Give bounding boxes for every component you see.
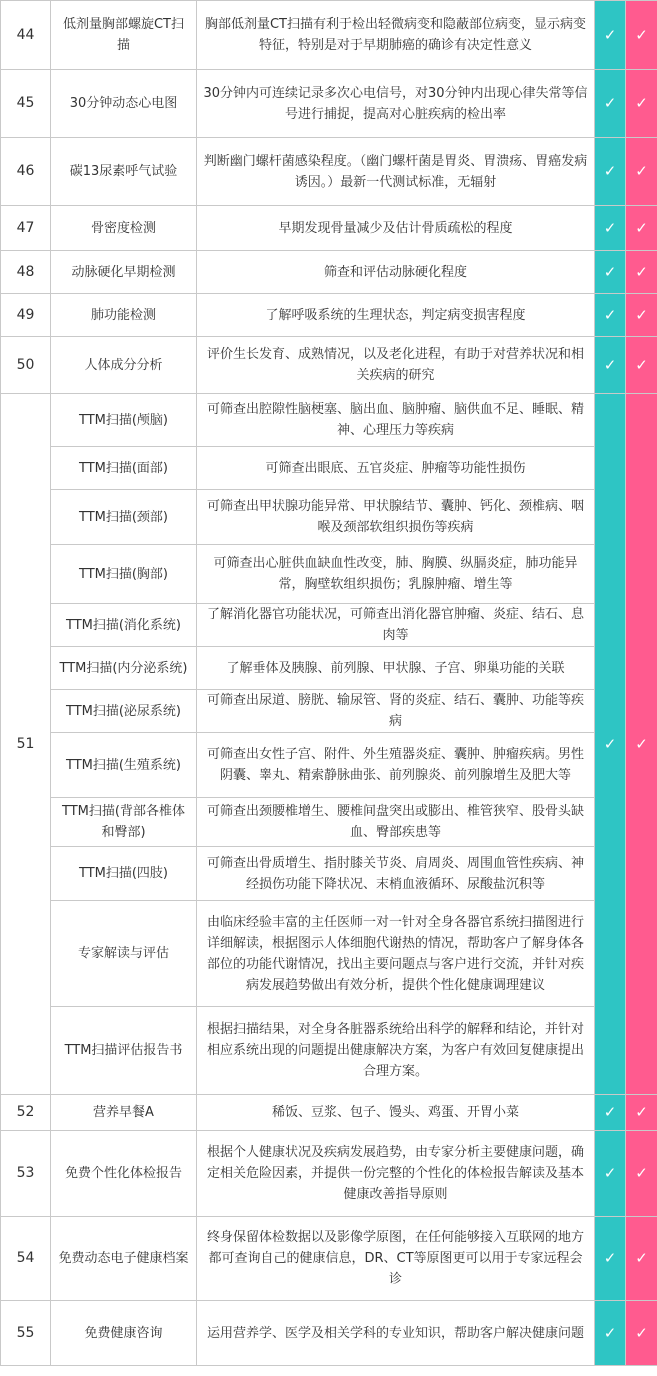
item-description: 早期发现骨量减少及估计骨质疏松的程度	[197, 206, 595, 251]
item-name: TTM扫描评估报告书	[51, 1007, 197, 1095]
check-icon: ✓	[635, 1249, 648, 1267]
item-number: 50	[1, 337, 51, 394]
pink-check-cell	[626, 1217, 657, 1301]
table-row	[1, 690, 657, 733]
table-row	[1, 337, 657, 394]
check-icon: ✓	[603, 305, 617, 324]
item-number: 46	[1, 138, 51, 206]
item-description: 可筛查出女性子宫、附件、外生殖器炎症、囊肿、肿瘤疾病。男性阴囊、睾丸、精索静脉曲张、前列腺炎、前列腺增生及肥大等	[197, 733, 595, 798]
item-description: 可筛查出尿道、膀胱、输尿管、肾的炎症、结石、囊肿、功能等疾病	[197, 690, 595, 733]
item-name: 免费健康咨询	[51, 1301, 197, 1366]
table-row	[1, 138, 657, 206]
table-row	[1, 294, 657, 337]
table-row	[1, 545, 657, 604]
pink-check-cell	[626, 1301, 657, 1366]
check-icon: ✓	[635, 734, 648, 753]
table-row	[1, 251, 657, 294]
pink-check-cell	[626, 70, 657, 138]
table-row	[1, 1301, 657, 1366]
table-row	[1, 1131, 657, 1217]
table-row	[1, 447, 657, 490]
table-row	[1, 604, 657, 647]
item-description: 可筛查出骨质增生、指肘膝关节炎、肩周炎、周围血管性疾病、神经损伤功能下降状况、末梢血液循环、尿酸盐沉积等	[197, 847, 595, 901]
item-description: 根据个人健康状况及疾病发展趋势，由专家分析主要健康问题，确定相关危险因素，并提供一份完整的个性化的体检报告解读及基本健康改善指导原则	[197, 1131, 595, 1217]
item-number: 44	[1, 1, 51, 70]
teal-check-cell	[595, 1217, 626, 1301]
item-description: 筛查和评估动脉硬化程度	[197, 251, 595, 294]
teal-check-cell	[595, 337, 626, 394]
item-name: 专家解读与评估	[51, 901, 197, 1007]
item-name: 免费动态电子健康档案	[51, 1217, 197, 1301]
item-description: 可筛查出腔隙性脑梗塞、脑出血、脑肿瘤、脑供血不足、睡眠、精神、心理压力等疾病	[197, 394, 595, 447]
item-name: TTM扫描(生殖系统)	[51, 733, 197, 798]
teal-check-cell	[595, 1, 626, 70]
item-name: 30分钟动态心电图	[51, 70, 197, 138]
item-number: 48	[1, 251, 51, 294]
item-name: 肺功能检测	[51, 294, 197, 337]
check-icon: ✓	[603, 355, 617, 374]
table-row	[1, 1217, 657, 1301]
check-icon: ✓	[635, 218, 648, 237]
table-row	[1, 490, 657, 545]
pink-check-cell	[626, 1095, 657, 1131]
table-row	[1, 394, 657, 447]
teal-check-cell	[595, 70, 626, 138]
pink-check-cell	[626, 206, 657, 251]
item-name: TTM扫描(胸部)	[51, 545, 197, 604]
item-description: 可筛查出颈腰椎增生、腰椎间盘突出或膨出、椎管狭窄、股骨头缺血、臀部疾患等	[197, 798, 595, 847]
teal-check-cell	[595, 251, 626, 294]
pink-check-cell	[626, 251, 657, 294]
item-name: 营养早餐A	[51, 1095, 197, 1131]
check-icon: ✓	[603, 94, 617, 112]
item-description: 运用营养学、医学及相关学科的专业知识，帮助客户解决健康问题	[197, 1301, 595, 1366]
item-description: 根据扫描结果，对全身各脏器系统给出科学的解释和结论，并针对相应系统出现的问题提出健康解决方案，为客户有效回复健康提出合理方案。	[197, 1007, 595, 1095]
item-description: 胸部低剂量CT扫描有利于检出轻微病变和隐蔽部位病变，显示病变特征，特别是对于早期肺癌的确诊有决定性意义	[197, 1, 595, 70]
check-icon: ✓	[635, 1164, 648, 1182]
item-description: 可筛查出眼底、五官炎症、肿瘤等功能性损伤	[197, 447, 595, 490]
item-number: 47	[1, 206, 51, 251]
table-row	[1, 206, 657, 251]
check-icon: ✓	[635, 355, 648, 374]
item-description: 由临床经验丰富的主任医师一对一针对全身各器官系统扫描图进行详细解读，根据图示人体细胞代谢热的情况，帮助客户了解身体各部位的功能代谢情况，找出主要问题点与客户进行交流，并针对疾病发展趋势做出有效分析，提供个性化健康调理建议	[197, 901, 595, 1007]
item-description: 评价生长发育、成熟情况，以及老化进程，有助于对营养状况和相关疾病的研究	[197, 337, 595, 394]
item-number: 52	[1, 1095, 51, 1131]
check-icon: ✓	[635, 1103, 648, 1121]
item-number: 51	[1, 394, 51, 1095]
check-icon: ✓	[603, 734, 617, 753]
check-icon: ✓	[635, 262, 648, 281]
pink-check-cell	[626, 294, 657, 337]
teal-check-cell	[595, 138, 626, 206]
item-name: 人体成分分析	[51, 337, 197, 394]
item-description: 终身保留体检数据以及影像学原图，在任何能够接入互联网的地方都可查询自己的健康信息，DR、CT等原图更可以用于专家远程会诊	[197, 1217, 595, 1301]
table-row	[1, 847, 657, 901]
item-name: 免费个性化体检报告	[51, 1131, 197, 1217]
pink-check-cell	[626, 1, 657, 70]
check-icon: ✓	[603, 1249, 617, 1267]
item-number: 55	[1, 1301, 51, 1366]
check-icon: ✓	[635, 305, 648, 324]
item-number: 45	[1, 70, 51, 138]
check-icon: ✓	[635, 94, 648, 112]
item-name: TTM扫描(泌尿系统)	[51, 690, 197, 733]
table-row	[1, 70, 657, 138]
item-number: 54	[1, 1217, 51, 1301]
item-name: TTM扫描(内分泌系统)	[51, 647, 197, 690]
item-description: 可筛查出心脏供血缺血性改变，肺、胸膜、纵膈炎症，肺功能异常，胸壁软组织损伤；乳腺肿瘤、增生等	[197, 545, 595, 604]
item-name: TTM扫描(颅脑)	[51, 394, 197, 447]
table-row	[1, 647, 657, 690]
check-icon: ✓	[603, 1103, 617, 1121]
pink-check-cell	[626, 138, 657, 206]
teal-check-cell	[595, 206, 626, 251]
table-row	[1, 1007, 657, 1095]
item-description: 可筛查出甲状腺功能异常、甲状腺结节、囊肿、钙化、颈椎病、咽喉及颈部软组织损伤等疾病	[197, 490, 595, 545]
item-description: 了解垂体及胰腺、前列腺、甲状腺、子宫、卵巢功能的关联	[197, 647, 595, 690]
table-row	[1, 1, 657, 70]
item-name: 碳13尿素呼气试验	[51, 138, 197, 206]
item-description: 了解消化器官功能状况，可筛查出消化器官肿瘤、炎症、结石、息肉等	[197, 604, 595, 647]
check-icon: ✓	[603, 1164, 617, 1182]
teal-check-cell	[595, 1131, 626, 1217]
item-description: 判断幽门螺杆菌感染程度。（幽门螺杆菌是胃炎、胃溃疡、胃癌发病诱因。）最新一代测试标准，无辐射	[197, 138, 595, 206]
item-number: 53	[1, 1131, 51, 1217]
table-row	[1, 1095, 657, 1131]
item-description: 稀饭、豆浆、包子、馒头、鸡蛋、开胃小菜	[197, 1095, 595, 1131]
check-icon: ✓	[603, 162, 617, 180]
item-name: 骨密度检测	[51, 206, 197, 251]
teal-check-cell	[595, 1301, 626, 1366]
check-icon: ✓	[603, 1323, 617, 1342]
teal-check-cell	[595, 294, 626, 337]
item-name: 低剂量胸部螺旋CT扫描	[51, 1, 197, 70]
check-icon: ✓	[635, 25, 648, 44]
check-icon: ✓	[603, 218, 617, 237]
check-icon: ✓	[635, 162, 648, 180]
teal-check-cell	[595, 1095, 626, 1131]
table-row	[1, 901, 657, 1007]
item-name: TTM扫描(消化系统)	[51, 604, 197, 647]
table-row	[1, 733, 657, 798]
pink-check-cell	[626, 394, 657, 1095]
item-number: 49	[1, 294, 51, 337]
item-name: TTM扫描(面部)	[51, 447, 197, 490]
item-name: TTM扫描(颈部)	[51, 490, 197, 545]
pink-check-cell	[626, 1131, 657, 1217]
check-icon: ✓	[603, 25, 617, 44]
item-description: 了解呼吸系统的生理状态，判定病变损害程度	[197, 294, 595, 337]
check-icon: ✓	[603, 262, 617, 281]
table-row	[1, 798, 657, 847]
item-name: TTM扫描(背部各椎体和臀部)	[51, 798, 197, 847]
item-description: 30分钟内可连续记录多次心电信号，对30分钟内出现心律失常等信号进行捕捉，提高对心脏疾病的检出率	[197, 70, 595, 138]
item-name: TTM扫描(四肢)	[51, 847, 197, 901]
pink-check-cell	[626, 337, 657, 394]
teal-check-cell	[595, 394, 626, 1095]
item-name: 动脉硬化早期检测	[51, 251, 197, 294]
check-icon: ✓	[635, 1323, 648, 1342]
